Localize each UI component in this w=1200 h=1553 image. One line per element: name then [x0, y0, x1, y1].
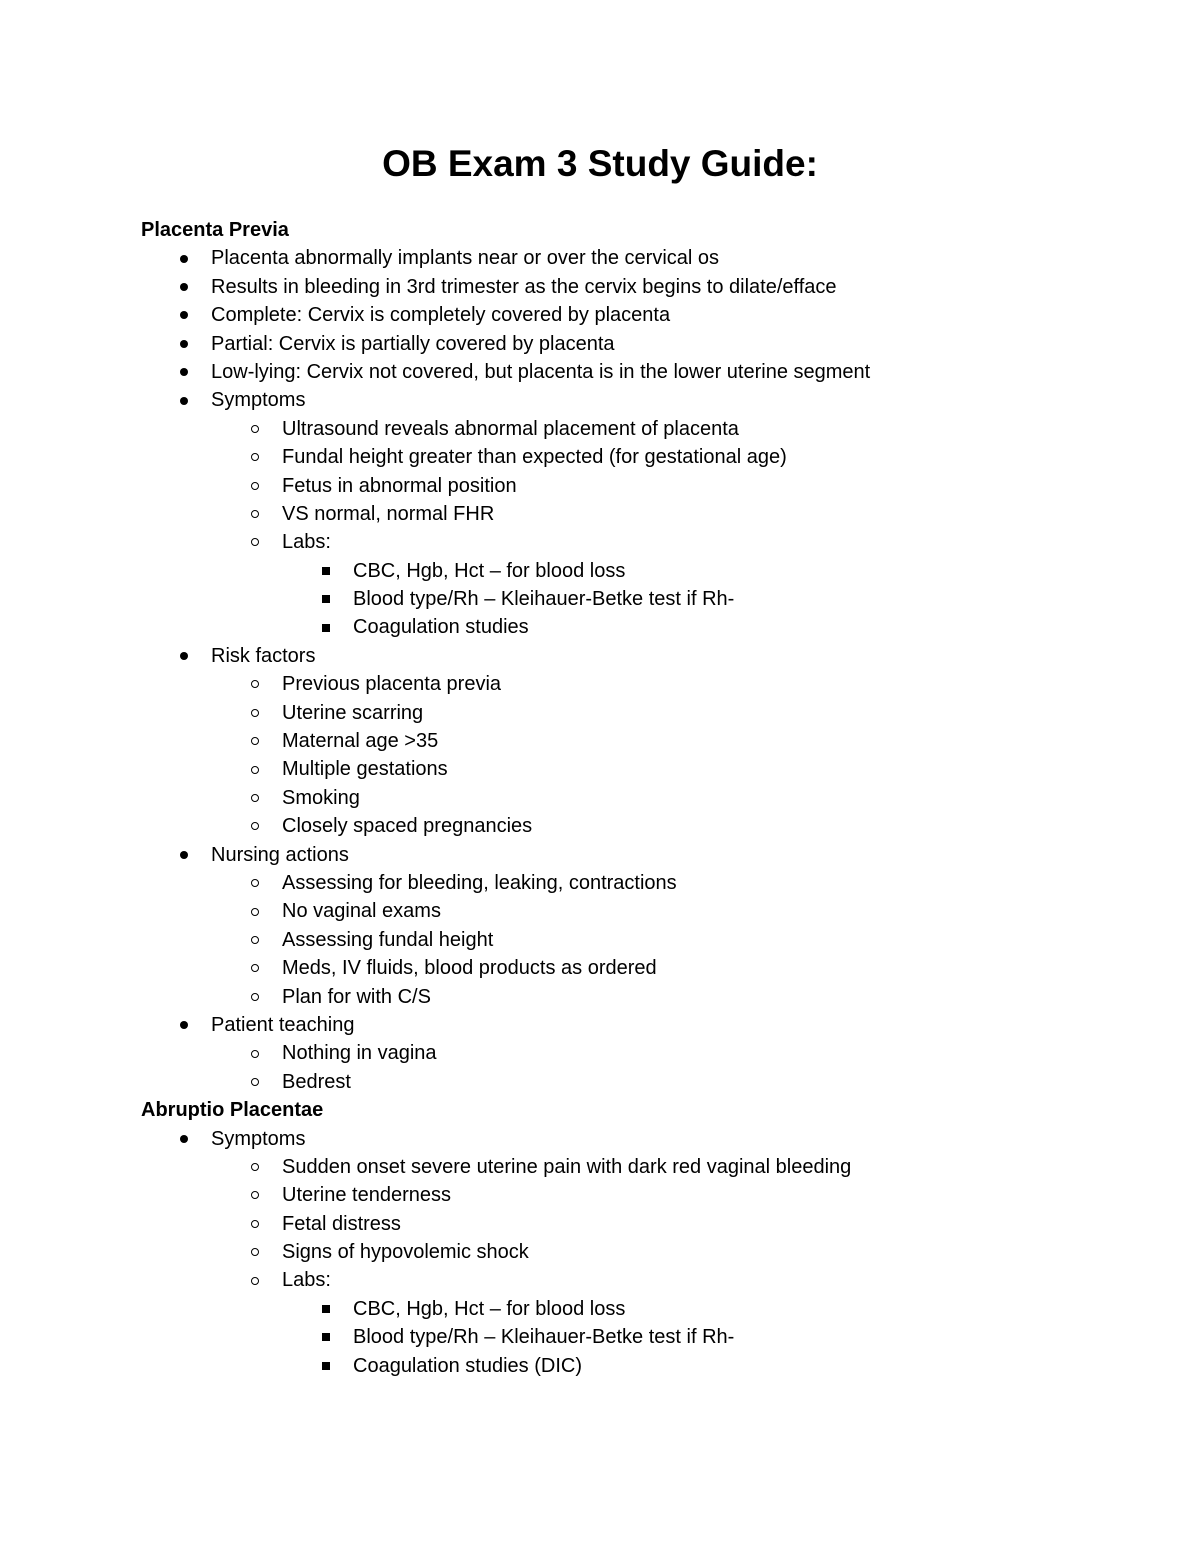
list-item: [141, 358, 1141, 386]
list-item: [141, 1352, 1141, 1380]
list-item-text: CBC, Hgb, Hct – for blood loss: [353, 559, 626, 582]
list-item-text: Fetus in abnormal position: [282, 474, 517, 497]
list-item-text: No vaginal exams: [282, 900, 441, 923]
list-item: [141, 727, 1141, 755]
list-item-text: Previous placenta previa: [282, 673, 502, 696]
list-item-text: Fetal distress: [282, 1212, 401, 1235]
bullet-ring-icon: [249, 1153, 261, 1181]
list-item: [141, 755, 1141, 783]
bullet-ring-icon: [249, 755, 261, 783]
bullet-square-icon: [320, 557, 332, 585]
list-item-text: Meds, IV fluids, blood products as ordered: [282, 957, 657, 980]
list-item: [141, 1039, 1141, 1067]
list-item-text: Multiple gestations: [282, 758, 448, 781]
list-item-text: Fundal height greater than expected (for gestational age): [282, 446, 787, 469]
list-item: [141, 954, 1141, 982]
list-item-text: Placenta abnormally implants near or over the cervical os: [211, 247, 720, 270]
list-item: [141, 472, 1141, 500]
list-item-text: Uterine scarring: [282, 701, 424, 724]
list-item-text: CBC, Hgb, Hct – for blood loss: [353, 1297, 626, 1320]
list-item: [141, 1210, 1141, 1238]
list-item: [141, 500, 1141, 528]
list-item: [141, 983, 1141, 1011]
list-item-text: Signs of hypovolemic shock: [282, 1241, 529, 1264]
list-item: [141, 869, 1141, 897]
list-item: [141, 1238, 1141, 1266]
bullet-ring-icon: [249, 528, 261, 556]
bullet-dot-icon: [178, 1011, 190, 1039]
bullet-ring-icon: [249, 1181, 261, 1209]
list-item-text: Closely spaced pregnancies: [282, 815, 533, 838]
list-item-text: VS normal, normal FHR: [282, 502, 495, 525]
list-item-text: Assessing fundal height: [282, 928, 494, 951]
bullet-ring-icon: [249, 1266, 261, 1294]
list-item: [141, 642, 1141, 670]
bullet-ring-icon: [249, 1039, 261, 1067]
list-item: [141, 330, 1141, 358]
list-item-text: Blood type/Rh – Kleihauer-Betke test if Rh-: [353, 588, 735, 611]
section-heading: Abruptio Placentae: [141, 1099, 324, 1122]
bullet-ring-icon: [249, 812, 261, 840]
bullet-dot-icon: [178, 386, 190, 414]
list-item: [141, 1011, 1141, 1039]
list-item-text: Sudden onset severe uterine pain with dark red vaginal bleeding: [282, 1155, 852, 1178]
list-item-text: Patient teaching: [211, 1013, 355, 1036]
list-item: [141, 1068, 1141, 1096]
list-item-text: Complete: Cervix is completely covered by placenta: [211, 304, 671, 327]
list-item: [141, 841, 1141, 869]
bullet-ring-icon: [249, 727, 261, 755]
list-item: [141, 386, 1141, 414]
list-item-text: Symptoms: [211, 1127, 306, 1150]
bullet-ring-icon: [249, 897, 261, 925]
bullet-ring-icon: [249, 869, 261, 897]
bullet-dot-icon: [178, 1125, 190, 1153]
list-item-text: Smoking: [282, 786, 360, 809]
bullet-dot-icon: [178, 642, 190, 670]
list-item: [141, 1266, 1141, 1294]
list-item-text: Labs:: [282, 531, 331, 554]
list-item-text: Results in bleeding in 3rd trimester as the cervix begins to dilate/efface: [211, 275, 837, 298]
list-item: [141, 1181, 1141, 1209]
bullet-square-icon: [320, 585, 332, 613]
bullet-ring-icon: [249, 1068, 261, 1096]
list-item: [141, 670, 1141, 698]
bullet-square-icon: [320, 1352, 332, 1380]
bullet-ring-icon: [249, 954, 261, 982]
bullet-ring-icon: [249, 699, 261, 727]
list-item: [141, 273, 1141, 301]
list-item: [141, 415, 1141, 443]
list-item-text: Labs:: [282, 1269, 331, 1292]
list-item: [141, 1323, 1141, 1351]
document-body: [141, 216, 1141, 1380]
list-item-text: Partial: Cervix is partially covered by placenta: [211, 332, 615, 355]
list-item-text: Blood type/Rh – Kleihauer-Betke test if Rh-: [353, 1326, 735, 1349]
bullet-square-icon: [320, 1323, 332, 1351]
bullet-ring-icon: [249, 443, 261, 471]
list-item: [141, 812, 1141, 840]
bullet-dot-icon: [178, 244, 190, 272]
list-item: [141, 1295, 1141, 1323]
list-item: [141, 443, 1141, 471]
list-item-text: Nursing actions: [211, 843, 349, 866]
list-item-text: Plan for with C/S: [282, 985, 431, 1008]
bullet-dot-icon: [178, 841, 190, 869]
list-item: [141, 613, 1141, 641]
list-item-text: Low-lying: Cervix not covered, but placenta is in the lower uterine segment: [211, 360, 871, 383]
bullet-dot-icon: [178, 301, 190, 329]
bullet-dot-icon: [178, 330, 190, 358]
bullet-ring-icon: [249, 983, 261, 1011]
bullet-ring-icon: [249, 1210, 261, 1238]
list-item: [141, 557, 1141, 585]
bullet-ring-icon: [249, 1238, 261, 1266]
bullet-ring-icon: [249, 670, 261, 698]
list-item-text: Coagulation studies: [353, 616, 529, 639]
list-item-text: Symptoms: [211, 389, 306, 412]
bullet-ring-icon: [249, 415, 261, 443]
list-item: [141, 897, 1141, 925]
list-item: [141, 244, 1141, 272]
list-item-text: Maternal age >35: [282, 730, 439, 753]
bullet-dot-icon: [178, 273, 190, 301]
list-item: [141, 784, 1141, 812]
list-item-text: Uterine tenderness: [282, 1184, 451, 1207]
bullet-ring-icon: [249, 784, 261, 812]
section-heading: Placenta Previa: [141, 219, 289, 241]
bullet-square-icon: [320, 1295, 332, 1323]
bullet-square-icon: [320, 613, 332, 641]
bullet-ring-icon: [249, 926, 261, 954]
list-item: [141, 528, 1141, 556]
list-item-text: Risk factors: [211, 644, 316, 667]
list-item-text: Coagulation studies (DIC): [353, 1354, 582, 1377]
list-item: [141, 301, 1141, 329]
list-item: [141, 1153, 1141, 1181]
bullet-dot-icon: [178, 358, 190, 386]
list-item: [141, 585, 1141, 613]
list-item-text: Bedrest: [282, 1070, 351, 1093]
bullet-ring-icon: [249, 500, 261, 528]
list-item: [141, 926, 1141, 954]
list-item-text: Ultrasound reveals abnormal placement of placenta: [282, 417, 739, 440]
list-item: [141, 1125, 1141, 1153]
document-title: OB Exam 3 Study Guide:: [382, 143, 818, 184]
list-item-text: Assessing for bleeding, leaking, contractions: [282, 871, 677, 894]
bullet-ring-icon: [249, 472, 261, 500]
list-item-text: Nothing in vagina: [282, 1042, 437, 1065]
list-item: [141, 699, 1141, 727]
